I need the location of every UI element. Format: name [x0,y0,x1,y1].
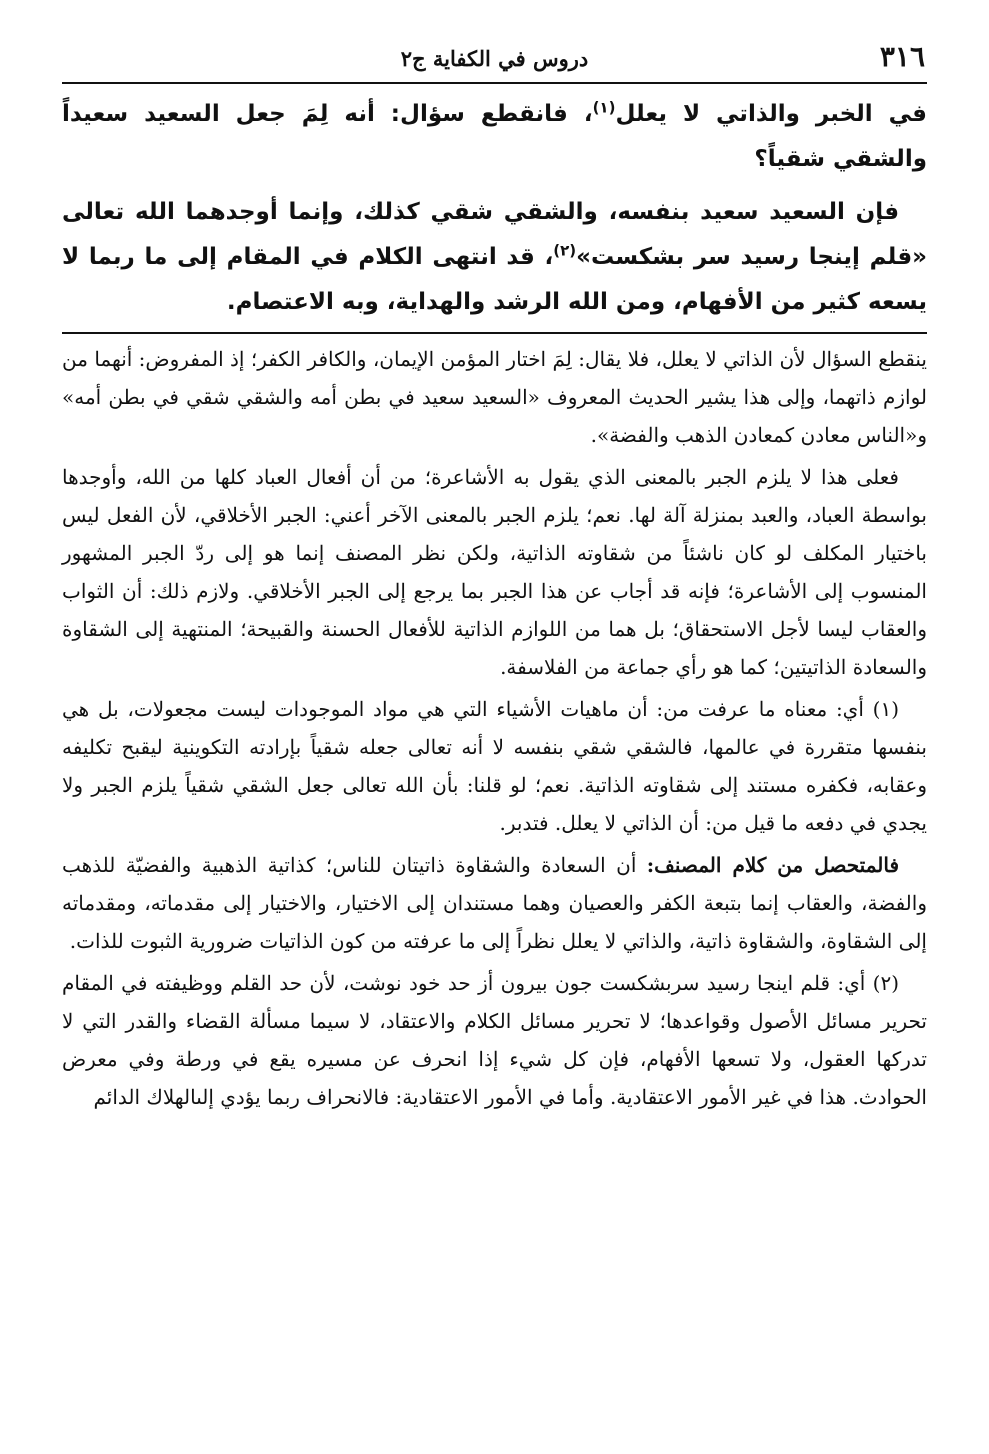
header-rule [62,82,927,84]
summary-lead: فالمتحصل من كلام المصنف: [646,853,899,877]
footnote-1: (١) أي: معناه ما عرفت من: أن ماهيات الأشياء التي هي مواد الموجودات ليست مجعولات، بل هي بنفسها متقررة في عالمها، فالشقي شقي بنفسه لا أنه تعالى جعله شقياً بإرادته التكوينية ليقبح تكليفه وعقابه، فكفره مستند إلى شقاوته الذاتية. نعم؛ لو قلنا: بأن الله تعالى جعل الشقي شقياً يلزم الجبر ولا يجدي في دفعه ما قيل من: أن الذاتي لا يعلل. فتدبر. [62,697,927,835]
main-paragraph-2 [62,190,927,325]
main-paragraph-1 [62,92,927,182]
page-header [62,38,927,78]
footnote-ref-1: (١) [592,98,616,117]
footnote-separator [62,332,927,334]
main-p1-text-a: في الخبر والذاتي لا يعلل [615,101,927,127]
running-title: دروس في الكفاية ج٢ [400,45,589,71]
main-p1-text-b: ، فانقطع سؤال: أنه لِمَ جعل السعيد سعيداً والشقي شقياً؟ [62,101,927,172]
main-p2-text-a: فإن السعيد سعيد بنفسه، والشقي شقي كذلك، وإنما أوجدهما الله تعالى «قلم إينجا رسيد سر بشكست» [62,199,927,270]
main-text [62,92,927,333]
commentary-paragraph-4 [62,846,927,960]
commentary-paragraph-2: فعلى هذا لا يلزم الجبر بالمعنى الذي يقول به الأشاعرة؛ من أن أفعال العباد كلها من الله، وأوجدها بواسطة العباد، والعبد بمنزلة آلة لها. نعم؛ يلزم الجبر بالمعنى الآخر أعني: الجبر الأخلاقي، لأن الفعل ليس باختيار المكلف لو كان ناشئاً من شقاوته الذاتية، ولكن نظر المصنف إنما هو إلى ردّ الجبر المشهور المنسوب إلى الأشاعرة؛ فإنه قد أجاب عن هذا الجبر بما يرجع إلى الجبر الأخلاقي. ولازم ذلك: أن الثواب والعقاب ليسا لأجل الاستحقاق؛ بل هما من اللوازم الذاتية للأفعال الحسنة والقبيحة؛ المنتهية إلى الشقاوة والسعادة الذاتيتين؛ كما هو رأي جماعة من الفلاسفة. [62,465,927,679]
commentary-paragraph-1: ينقطع السؤال لأن الذاتي لا يعلل، فلا يقال: لِمَ اختار المؤمن الإيمان، والكافر الكفر؛ إذ المفروض: أنهما من لوازم ذاتهما، وإلى هذا يشير الحديث المعروف «السعيد سعيد في بطن أمه والشقي شقي في بطن أمه» و«الناس معادن كمعادن الذهب والفضة». [62,347,927,447]
footnote-2: (٢) أي: قلم اينجا رسيد سربشكست جون بيرون أز حد خود نوشت، لأن حد القلم ووظيفته في المقام تحرير مسائل الأصول وقواعدها؛ لا تحرير مسائل الكلام والاعتقاد، لا سيما مسألة القضاء والقدر التي لا تدركها العقول، ولا تسعها الأفهام، فإن كل شيء إذا انحرف عن مسيره يقع في ورطة وفي معرض الحوادث. هذا في غير الأمور الاعتقادية. وأما في الأمور الاعتقادية: فالانحراف ربما يؤدي إلىالهلاك الدائم [62,971,927,1109]
footnote-ref-2: (٢) [553,241,577,260]
commentary-section [62,340,927,1120]
main-p2-text-b: ، قد انتهى الكلام في المقام إلى ما ربما لا يسعه كثير من الأفهام، ومن الله الرشد والهداية، وبه الاعتصام. [62,244,927,315]
page-number: ٣١٦ [879,40,925,73]
summary-body: أن السعادة والشقاوة ذاتيتان للناس؛ كذاتية الذهبية والفضيّة للذهب والفضة، والعقاب إنما بتبعة الكفر والعصيان وهما مستندان إلى الاختيار، والاختيار إلى مقدماته، ومقدماته إلى الشقاوة، والشقاوة ذاتية، والذاتي لا يعلل نظراً إلى ما عرفته من كون الذاتيات ضرورية الثبوت للذات. [62,853,927,953]
